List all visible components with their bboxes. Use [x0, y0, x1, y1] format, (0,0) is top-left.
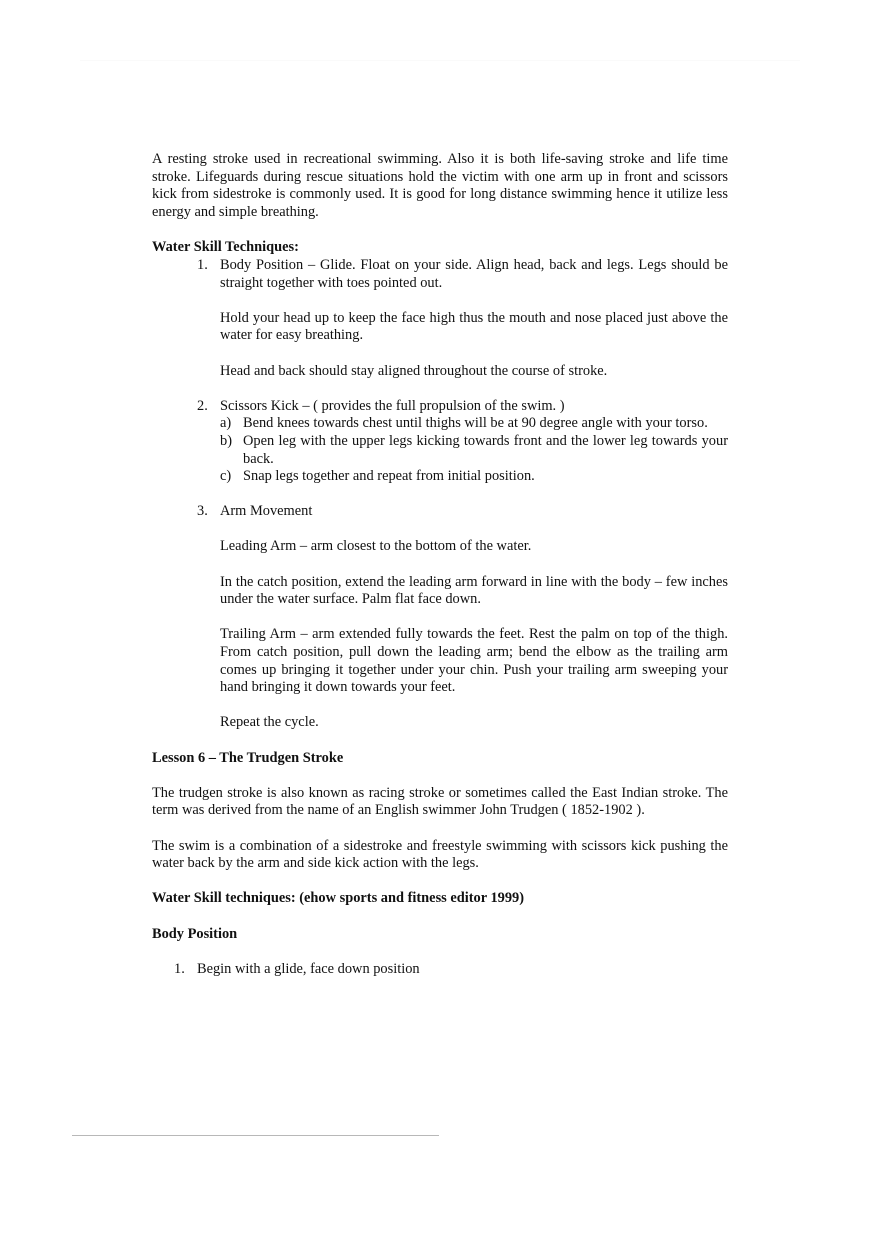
item-number: 2.: [197, 397, 208, 414]
item-paragraph: Head and back should stay aligned throughout the course of stroke.: [220, 362, 608, 379]
list-item-body-position: [197, 257, 728, 380]
sub-item-letter: b): [220, 432, 232, 449]
item-paragraph: Repeat the cycle.: [220, 714, 319, 731]
lesson-paragraph: The swim is a combination of a sidestroke and freestyle swimming with scissors kick pushing the water back by the arm and side kick action with the legs.: [152, 837, 728, 872]
item-paragraph: In the catch position, extend the leading arm forward in line with the body – few inches under the water surface. Palm flat face down.: [220, 573, 728, 608]
header-rule: [80, 60, 800, 61]
item-text: Begin with a glide, face down position: [197, 960, 420, 977]
lesson-subheading-body-position: Body Position: [152, 925, 238, 942]
lesson-subheading-techniques: Water Skill techniques: (ehow sports and fitness editor 1999): [152, 890, 525, 907]
lesson-paragraph: The trudgen stroke is also known as racing stroke or sometimes called the East Indian stroke. The term was derived from the name of an English swimmer John Trudgen ( 1852-1902 ).: [152, 784, 728, 819]
sub-item: [220, 415, 728, 433]
item-paragraph: Hold your head up to keep the face high thus the mouth and nose placed just above the water for easy breathing.: [220, 309, 728, 344]
item-paragraph: Leading Arm – arm closest to the bottom of the water.: [220, 538, 532, 555]
footnote-rule: [72, 1135, 439, 1136]
sub-item-text: Snap legs together and repeat from initial position.: [243, 468, 535, 485]
item-title: Scissors Kick – ( provides the full propulsion of the swim. ): [220, 397, 565, 414]
list-item-glide: [174, 961, 728, 979]
lesson-heading: Lesson 6 – The Trudgen Stroke: [152, 749, 344, 766]
sub-item-letter: a): [220, 415, 232, 432]
document-page: [152, 151, 728, 978]
item-paragraph: Body Position – Glide. Float on your side. Align head, back and legs. Legs should be straight together with toes pointed out.: [220, 256, 728, 291]
sub-item-letter: c): [220, 468, 232, 485]
item-paragraph: Trailing Arm – arm extended fully towards the feet. Rest the palm on top of the thigh. From catch position, pull down the leading arm; bend the elbow as the trailing arm comes up bringing it together under your chin. Push your trailing arm sweeping your hand bringing it down towards your feet.: [220, 626, 728, 696]
item-number: 1.: [197, 256, 208, 273]
sub-item-text: Open leg with the upper legs kicking towards front and the lower leg towards your back.: [243, 432, 728, 467]
sub-item: [220, 433, 728, 468]
list-item-arm-movement: [197, 503, 728, 732]
section-heading-water-skill: Water Skill Techniques:: [152, 239, 299, 256]
sub-item-text: Bend knees towards chest until thighs will be at 90 degree angle with your torso.: [243, 415, 708, 432]
item-number: 3.: [197, 503, 208, 520]
intro-paragraph: A resting stroke used in recreational swimming. Also it is both life-saving stroke and life time stroke. Lifeguards during rescue situations hold the victim with one arm up in front and scissors kick from sidestroke is commonly used. It is good for long distance swimming hence it utilize less energy and simple breathing.: [152, 151, 728, 220]
list-item-scissors-kick: [197, 398, 728, 486]
item-title: Arm Movement: [220, 503, 313, 520]
item-number: 1.: [174, 960, 185, 977]
sub-item: [220, 468, 728, 486]
